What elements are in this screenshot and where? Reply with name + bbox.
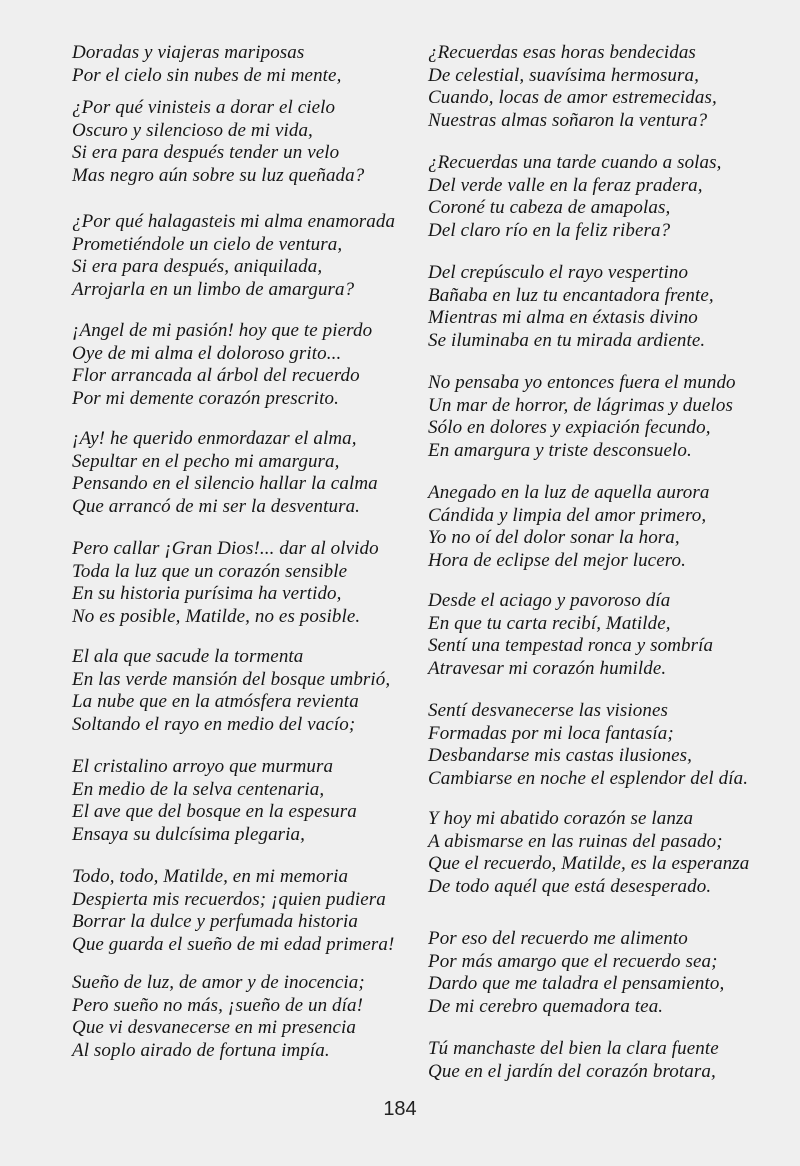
verse-line: Tú manchaste del bien la clara fuente: [428, 1038, 719, 1059]
verse-line: Sólo en dolores y expiación fecundo,: [428, 417, 711, 438]
verse-line: En medio de la selva centenaria,: [72, 778, 325, 800]
verse-line: ¡Angel de mi pasión! hoy que te pierdo: [72, 320, 373, 341]
verse-line: Formadas por mi loca fantasía;: [428, 722, 674, 744]
verse-line: Atravesar mi corazón humilde.: [428, 657, 667, 679]
verse-line: La nube que en la atmósfera revienta: [72, 691, 359, 712]
verse-line: Doradas y viajeras mariposas: [72, 42, 305, 63]
verse-line: Toda la luz que un corazón sensible: [72, 560, 348, 582]
verse-line: Del verde valle en la feraz pradera,: [428, 174, 703, 196]
verse-line: De mi cerebro quemadora tea.: [428, 995, 664, 1017]
verse-line: Desbandarse mis castas ilusiones,: [428, 745, 693, 766]
verse-line: Mientras mi alma en éxtasis divino: [428, 307, 698, 328]
verse-line: Oye de mi alma el doloroso grito...: [72, 342, 342, 364]
verse-line: En que tu carta recibí, Matilde,: [428, 612, 671, 634]
verse-line: ¿Recuerdas una tarde cuando a solas,: [428, 152, 722, 173]
verse-line: Pensando en el silencio hallar la calma: [72, 473, 378, 494]
verse-line: El cristalino arroyo que murmura: [72, 756, 334, 777]
verse-line: Pero callar ¡Gran Dios!... dar al olvido: [72, 538, 379, 559]
verse-line: Que en el jardín del corazón brotara,: [428, 1060, 716, 1082]
verse-line: Coroné tu cabeza de amapolas,: [428, 197, 671, 218]
verse-line: Que el recuerdo, Matilde, es la esperanza: [428, 853, 750, 874]
verse-line: El ave que del bosque en la espesura: [72, 801, 357, 822]
verse-line: Se iluminaba en tu mirada ardiente.: [428, 329, 706, 351]
verse-line: Un mar de horror, de lágrimas y duelos: [428, 394, 733, 416]
verse-line: Pero sueño no más, ¡sueño de un día!: [72, 994, 364, 1016]
verse-line: Arrojarla en un limbo de amargura?: [72, 278, 355, 300]
verse-line: ¿Por qué vinisteis a dorar el cielo: [72, 97, 336, 118]
verse-line: Mas negro aún sobre su luz queñada?: [72, 164, 365, 186]
verse-line: Al soplo airado de fortuna impía.: [72, 1039, 330, 1061]
verse-line: Hora de eclipse del mejor lucero.: [428, 549, 686, 571]
page-number: 184: [383, 1098, 417, 1120]
verse-line: En amargura y triste desconsuelo.: [428, 439, 692, 461]
verse-line: No es posible, Matilde, no es posible.: [72, 605, 361, 627]
verse-line: Flor arrancada al árbol del recuerdo: [72, 365, 360, 386]
verse-line: De todo aquél que está desesperado.: [428, 875, 712, 897]
verse-line: Cuando, locas de amor estremecidas,: [428, 87, 717, 108]
verse-line: Que guarda el sueño de mi edad primera!: [72, 933, 395, 955]
verse-line: En su historia purísima ha vertido,: [72, 583, 342, 604]
verse-line: Prometiéndole un cielo de ventura,: [72, 233, 343, 255]
verse-line: Sepultar en el pecho mi amargura,: [72, 450, 340, 472]
verse-line: En las verde mansión del bosque umbrió,: [72, 668, 391, 690]
verse-line: Nuestras almas soñaron la ventura?: [428, 109, 708, 131]
verse-line: No pensaba yo entonces fuera el mundo: [428, 372, 736, 393]
verse-line: Por mi demente corazón prescrito.: [72, 387, 339, 409]
verse-line: Borrar la dulce y perfumada historia: [72, 911, 358, 932]
verse-line: Sentí una tempestad ronca y sombría: [428, 635, 714, 656]
verse-line: Que vi desvanecerse en mi presencia: [72, 1017, 356, 1038]
verse-line: Sueño de luz, de amor y de inocencia;: [72, 972, 365, 993]
verse-line: Desde el aciago y pavoroso día: [428, 590, 671, 611]
verse-line: Soltando el rayo en medio del vacío;: [72, 713, 356, 735]
verse-line: Si era para después tender un velo: [72, 142, 340, 163]
verse-line: Ensaya su dulcísima plegaria,: [72, 823, 305, 845]
verse-line: Que arrancó de mi ser la desventura.: [72, 495, 361, 517]
verse-line: Por el cielo sin nubes de mi mente,: [72, 64, 342, 86]
verse-line: Bañaba en luz tu encantadora frente,: [428, 284, 714, 306]
verse-line: A abismarse en las ruinas del pasado;: [428, 830, 723, 852]
verse-line: Por eso del recuerdo me alimento: [428, 928, 688, 949]
verse-line: ¿Recuerdas esas horas bendecidas: [428, 42, 696, 63]
verse-line: Si era para después, aniquilada,: [72, 256, 323, 277]
verse-line: Yo no oí del dolor sonar la hora,: [428, 527, 680, 548]
verse-line: Despierta mis recuerdos; ¡quien pudiera: [72, 888, 386, 910]
verse-line: De celestial, suavísima hermosura,: [428, 64, 699, 86]
verse-line: Del claro río en la feliz ribera?: [428, 219, 671, 241]
verse-line: ¡Ay! he querido enmordazar el alma,: [72, 428, 357, 449]
verse-line: Oscuro y silencioso de mi vida,: [72, 119, 313, 141]
verse-line: ¿Por qué halagasteis mi alma enamorada: [72, 211, 396, 232]
verse-line: Anegado en la luz de aquella aurora: [428, 482, 710, 503]
verse-line: Sentí desvanecerse las visiones: [428, 700, 669, 721]
verse-line: Y hoy mi abatido corazón se lanza: [428, 808, 694, 829]
verse-line: Del crepúsculo el rayo vespertino: [428, 262, 689, 283]
verse-line: El ala que sacude la tormenta: [72, 646, 304, 667]
verse-line: Todo, todo, Matilde, en mi memoria: [72, 866, 349, 887]
verse-line: Cambiarse en noche el esplendor del día.: [428, 767, 749, 789]
verse-line: Por más amargo que el recuerdo sea;: [428, 950, 718, 972]
verse-line: Cándida y limpia del amor primero,: [428, 504, 707, 526]
verse-line: Dardo que me taladra el pensamiento,: [428, 973, 725, 994]
